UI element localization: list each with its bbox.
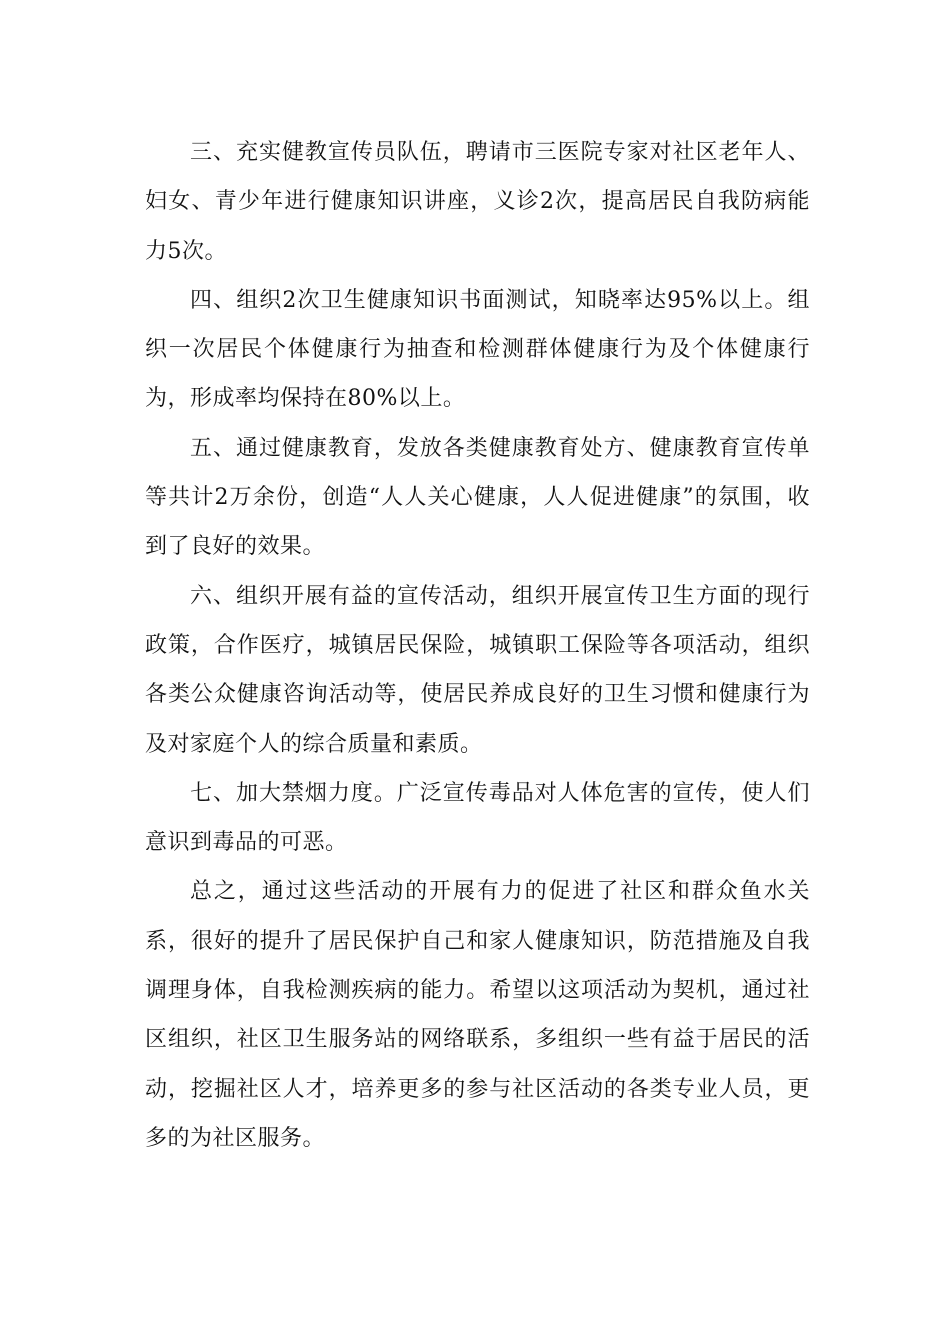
paragraph-item-6: 六、组织开展有益的宣传活动，组织开展宣传卫生方面的现行政策，合作医疗，城镇居民保险，城镇职工保险等各项活动，组织各类公众健康咨询活动等，使居民养成良好的卫生习惯和健康行为及对家庭个人的综合质量和素质。: [145, 583, 810, 757]
paragraph-item-7: 七、加大禁烟力度。广泛宣传毒品对人体危害的宣传，使人们意识到毒品的可恶。: [145, 780, 810, 856]
paragraph-item-3: 三、充实健教宣传员队伍，聘请市三医院专家对社区老年人、妇女、青少年进行健康知识讲座，义诊2次，提高居民自我防病能力5次。: [145, 140, 810, 264]
paragraph-item-4: 四、组织2次卫生健康知识书面测试，知晓率达95%以上。组织一次居民个体健康行为抽查和检测群体健康行为及个体健康行为，形成率均保持在80%以上。: [145, 287, 810, 412]
paragraph-item-5: 五、通过健康教育，发放各类健康教育处方、健康教育宣传单等共计2万余份，创造“人人关心健康，人人促进健康”的氛围，收到了良好的效果。: [145, 435, 810, 560]
paragraph-conclusion: 总之，通过这些活动的开展有力的促进了社区和群众鱼水关系，很好的提升了居民保护自己和家人健康知识，防范措施及自我调理身体，自我检测疾病的能力。希望以这项活动为契机，通过社区组织，社区卫生服务站的网络联系，多组织一些有益于居民的活动，挖掘社区人才，培养更多的参与社区活动的各类专业人员，更多的为社区服务。: [145, 879, 810, 1151]
document-body: [145, 128, 810, 1163]
